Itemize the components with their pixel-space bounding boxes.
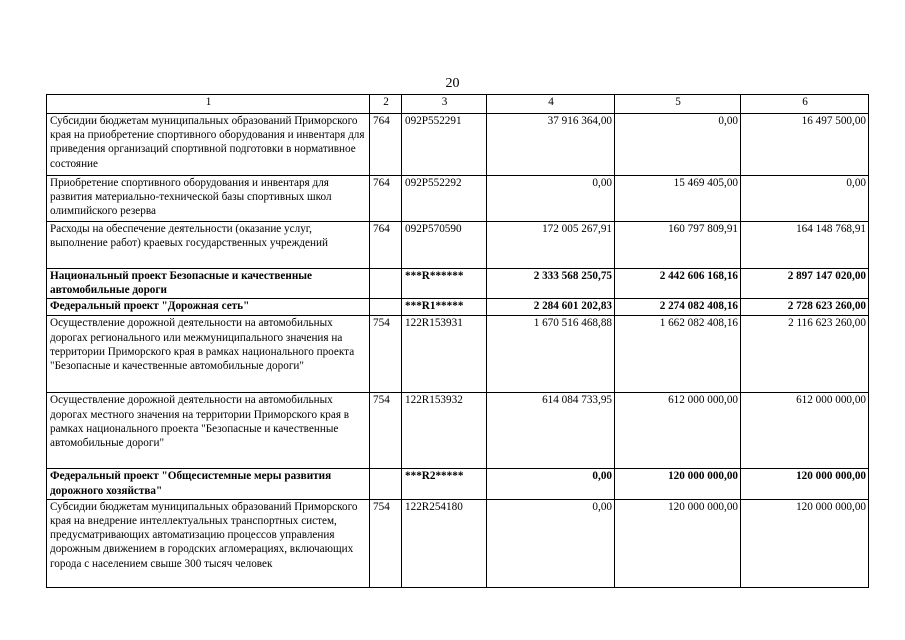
- column-header: 3: [402, 95, 487, 114]
- table-row: [47, 176, 869, 222]
- amount-col4-cell: 614 084 733,95: [487, 393, 615, 469]
- classification-code-cell: 092P552291: [402, 114, 487, 176]
- item-name-cell: Субсидии бюджетам муниципальных образований Приморского края на приобретение спортивного оборудования и инвентаря для приведения организаций спортивной подготовки в нормативное состояние: [47, 114, 370, 176]
- amount-col5-cell: 612 000 000,00: [615, 393, 741, 469]
- amount-col6-cell: 612 000 000,00: [741, 393, 869, 469]
- amount-col5-cell: 160 797 809,91: [615, 222, 741, 269]
- ministry-code-cell: 764: [370, 176, 402, 222]
- ministry-code-cell: 764: [370, 222, 402, 269]
- classification-code-cell: 092P552292: [402, 176, 487, 222]
- amount-col6-cell: 16 497 500,00: [741, 114, 869, 176]
- classification-code-cell: 122R153932: [402, 393, 487, 469]
- item-name-cell: Осуществление дорожной деятельности на автомобильных дорогах местного значения на территории Приморского края в рамках национального проекта "Безопасные и качественные автомобильные дороги": [47, 393, 370, 469]
- column-header: 5: [615, 95, 741, 114]
- ministry-code-cell: 754: [370, 499, 402, 587]
- amount-col4-cell: 172 005 267,91: [487, 222, 615, 269]
- item-name-cell: Федеральный проект "Общесистемные меры развития дорожного хозяйства": [47, 469, 370, 499]
- table-row: [47, 469, 869, 499]
- table-row: [47, 222, 869, 269]
- item-name-cell: Национальный проект Безопасные и качественные автомобильные дороги: [47, 269, 370, 299]
- amount-col5-cell: 2 274 082 408,16: [615, 299, 741, 316]
- table-row: [47, 299, 869, 316]
- classification-code-cell: ***R1*****: [402, 299, 487, 316]
- amount-col4-cell: 0,00: [487, 469, 615, 499]
- column-header: 6: [741, 95, 869, 114]
- amount-col5-cell: 120 000 000,00: [615, 469, 741, 499]
- amount-col6-cell: 0,00: [741, 176, 869, 222]
- table-row: [47, 316, 869, 393]
- ministry-code-cell: [370, 299, 402, 316]
- column-number-header: [47, 95, 869, 114]
- ministry-code-cell: 754: [370, 393, 402, 469]
- amount-col4-cell: 0,00: [487, 499, 615, 587]
- amount-col5-cell: 1 662 082 408,16: [615, 316, 741, 393]
- amount-col6-cell: 120 000 000,00: [741, 499, 869, 587]
- amount-col5-cell: 15 469 405,00: [615, 176, 741, 222]
- amount-col6-cell: 2 116 623 260,00: [741, 316, 869, 393]
- ministry-code-cell: 754: [370, 316, 402, 393]
- table-row: [47, 393, 869, 469]
- item-name-cell: Федеральный проект "Дорожная сеть": [47, 299, 370, 316]
- amount-col4-cell: 2 333 568 250,75: [487, 269, 615, 299]
- classification-code-cell: 122R153931: [402, 316, 487, 393]
- classification-code-cell: ***R******: [402, 269, 487, 299]
- amount-col6-cell: 2 897 147 020,00: [741, 269, 869, 299]
- classification-code-cell: ***R2*****: [402, 469, 487, 499]
- ministry-code-cell: [370, 469, 402, 499]
- column-header: 2: [370, 95, 402, 114]
- page-number: 20: [445, 76, 460, 91]
- classification-code-cell: 122R254180: [402, 499, 487, 587]
- amount-col4-cell: 0,00: [487, 176, 615, 222]
- ministry-code-cell: 764: [370, 114, 402, 176]
- amount-col5-cell: 120 000 000,00: [615, 499, 741, 587]
- item-name-cell: Расходы на обеспечение деятельности (оказание услуг, выполнение работ) краевых государственных учреждений: [47, 222, 370, 269]
- amount-col4-cell: 2 284 601 202,83: [487, 299, 615, 316]
- amount-col4-cell: 1 670 516 468,88: [487, 316, 615, 393]
- table-row: [47, 114, 869, 176]
- item-name-cell: Приобретение спортивного оборудования и инвентаря для развития материально-технической базы спортивных школ олимпийского резерва: [47, 176, 370, 222]
- ministry-code-cell: [370, 269, 402, 299]
- amount-col6-cell: 164 148 768,91: [741, 222, 869, 269]
- item-name-cell: Субсидии бюджетам муниципальных образований Приморского края на внедрение интеллектуальных транспортных систем, предусматривающих автоматизацию процессов управления дорожным движением в городских агломерациях, включающих города с населением свыше 300 тысяч человек: [47, 499, 370, 587]
- item-name-cell: Осуществление дорожной деятельности на автомобильных дорогах регионального или межмуниципального значения на территории Приморского края в рамках национального проекта "Безопасные и качественные автомобильные дороги": [47, 316, 370, 393]
- budget-table: [46, 94, 869, 588]
- amount-col5-cell: 2 442 606 168,16: [615, 269, 741, 299]
- amount-col6-cell: 2 728 623 260,00: [741, 299, 869, 316]
- table-row: [47, 499, 869, 587]
- column-header: 1: [47, 95, 370, 114]
- table-row: [47, 269, 869, 299]
- amount-col4-cell: 37 916 364,00: [487, 114, 615, 176]
- amount-col6-cell: 120 000 000,00: [741, 469, 869, 499]
- column-header: 4: [487, 95, 615, 114]
- amount-col5-cell: 0,00: [615, 114, 741, 176]
- classification-code-cell: 092P570590: [402, 222, 487, 269]
